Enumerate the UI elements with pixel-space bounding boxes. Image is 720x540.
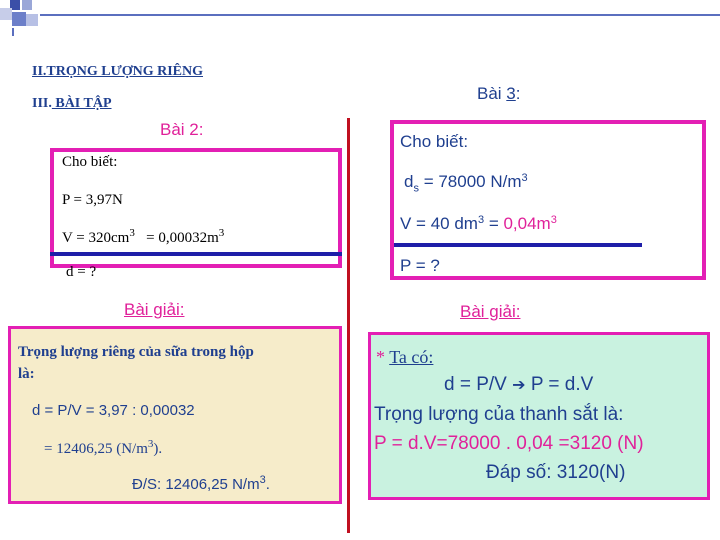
section-iii-prefix: III. xyxy=(32,96,52,111)
corner-square xyxy=(12,12,26,26)
section-ii-heading: II.TRỌNG LƯỢNG RIÊNG xyxy=(32,64,204,79)
bai2-sol-line4: = 12406,25 $(N/m^3)$. xyxy=(44,438,163,457)
bai3-solution-title: Bài giải: xyxy=(460,302,521,321)
bai2-given-p: P = 3,97N xyxy=(62,192,123,208)
bai3-sol-calc: P = d.V=78000 . 0,04 =3120 (N) xyxy=(374,433,644,454)
bai2-title: Bài 2: xyxy=(160,120,204,139)
column-divider xyxy=(347,118,350,533)
bai2-sol-line1: Trọng lượng riêng của sữa trong hộp xyxy=(18,344,254,360)
bai2-given-rule xyxy=(50,252,342,256)
bai3-given-rule xyxy=(394,243,642,247)
top-rule xyxy=(40,14,720,16)
bai3-sol-taco: * Ta có: xyxy=(376,347,434,367)
corner-rule xyxy=(12,28,14,36)
section-iii-title: BÀI TẬP xyxy=(51,96,112,111)
bai2-given-label: Cho biết: xyxy=(62,154,118,170)
bai3-given-label: Cho biết: xyxy=(400,132,469,151)
bai2-sol-line2: là: xyxy=(18,366,35,382)
bai2-given-v: $V = 320cm^3$ = $0,00032m^3$ xyxy=(62,227,225,246)
bai2-sol-line3: d = P/V = 3,97 : 0,00032 xyxy=(32,402,195,419)
bai3-sol-answer: Đáp số: 3120(N) xyxy=(486,462,626,483)
bai3-sol-formula: d = P/V ➔ P = d.V xyxy=(444,374,594,395)
bai3-given-p: P = ? xyxy=(400,256,440,275)
right-arrow-icon: ➔ xyxy=(512,375,526,394)
bai3-title: Bài 3: xyxy=(477,84,521,103)
bai3-sol-text: Trọng lượng của thanh sắt là: xyxy=(374,404,624,425)
corner-square xyxy=(26,14,38,26)
bai2-sol-line5: Đ/S: 12406,25 $N/m^3$. xyxy=(132,474,270,493)
corner-square xyxy=(22,0,32,10)
bai2-given-d: d = ? xyxy=(66,264,97,280)
bai2-solution-title: Bài giải: xyxy=(124,300,185,319)
bai3-given-v: V = 40 $dm^3 = 0,04m^3$ xyxy=(400,214,557,233)
corner-square xyxy=(0,8,12,20)
section-iii-heading xyxy=(32,96,112,112)
bai3-given-ds: $d_s = 78000$ $N/m^3$ xyxy=(404,172,528,195)
